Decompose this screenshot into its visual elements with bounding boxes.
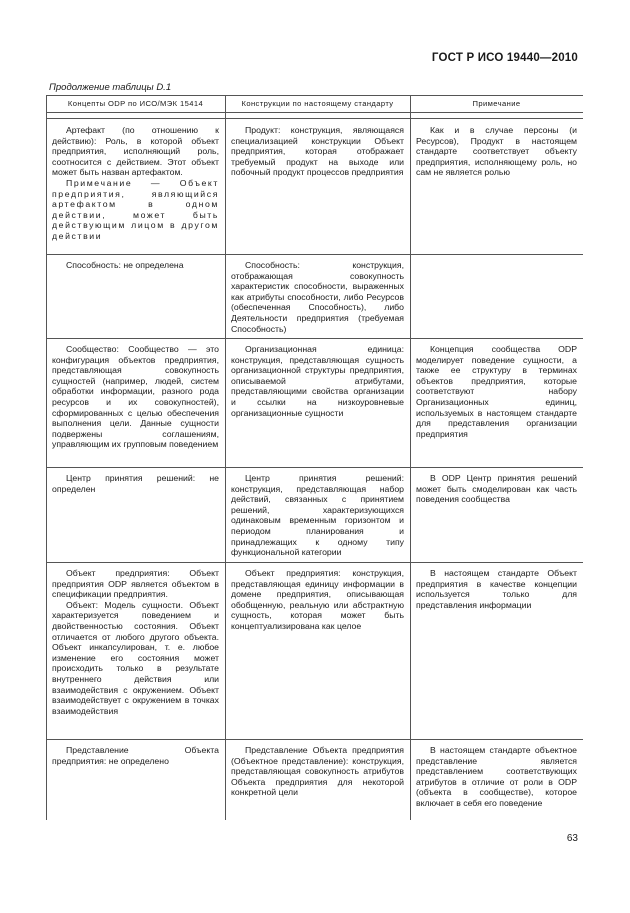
row-3-odp-text: Сообщество: Сообщество — это конфигурация объектов предприятия, представляющая совокупность сущностей (например, людей, систем обработки информации, разного рода ресурсов и их совокупностей), сформированных с целью обеспечения выполнения цели. Данные сущности подвержены соглашениям, управляющим их групповым поведением <box>52 344 219 450</box>
row-4-odp-concept <box>52 473 219 494</box>
standard-designation: ГОСТ Р ИСО 19440—2010 <box>431 52 578 64</box>
row-5-note <box>416 568 577 610</box>
row-6-note-text: В настоящем стандарте объектное представление является представлением соответствующих атрибутов в отличие от роли в ODP (объекта в сообществе), которое включает в себя его поведение <box>416 745 577 808</box>
header-top-rule <box>46 95 583 96</box>
row-6-note <box>416 745 577 809</box>
row-rule-5 <box>46 562 583 563</box>
table-border-left <box>46 95 47 820</box>
row-4-odp-text: Центр принятия решений: не определен <box>52 473 219 494</box>
table-caption: Продолжение таблицы D.1 <box>49 82 172 93</box>
row-6-odp-concept <box>52 745 219 766</box>
row-2-construct-text: Способность: конструкция, отображающая совокупность характеристик способности, выраженных как атрибуты способности, либо Ресурсов (обеспеченная Способность), либо Деятельности предприятия (требуемая Способность) <box>231 260 404 334</box>
column-divider-2 <box>410 95 411 820</box>
row-2-construct <box>231 260 404 334</box>
row-2-odp-text: Способность: не определена <box>66 260 184 270</box>
row-3-odp-concept <box>52 344 219 450</box>
row-5-construct <box>231 568 404 632</box>
row-rule-4 <box>46 467 583 468</box>
row-3-construct-text: Организационная единица: конструкция, представляющая сущность организационной структуры предприятия, описываемой атрибутами, представляющими свойства организации и ссылки на низкоуровневые организационные сущности <box>231 344 404 418</box>
row-1-odp-note: Примечание — Объект предприятия, являющийся артефактом в одном действии, может быть действующим лицом в другом действии <box>52 177 219 241</box>
header-bottom-rule <box>46 112 583 113</box>
column-header-odp-concepts: Концепты ODP по ИСО/МЭК 15414 <box>67 99 204 108</box>
row-5-note-text: В настоящем стандарте Объект предприятия в качестве концепции используется только для представления информации <box>416 568 577 610</box>
row-4-construct <box>231 473 404 558</box>
row-6-construct <box>231 745 404 798</box>
row-1-construct-text: Продукт: конструкция, являющаяся специализацией конструкции Объект предприятия, которая отображает требуемый продукт на выходе или побочный продукт процессов предприятия <box>231 125 404 178</box>
column-divider-1 <box>225 95 226 820</box>
row-5-construct-text: Объект предприятия: конструкция, представляющая единицу информации в домене предприятия, описывающая обобщенную, реальную или абстрактную сущность, которая может быть концептуализирована как целое <box>231 568 404 631</box>
column-header-notes: Примечание <box>472 99 521 108</box>
row-4-note <box>416 473 577 505</box>
row-2-odp-concept <box>52 260 219 271</box>
row-5-odp-text: Объект предприятия: Объект предприятия ODP является объектом в спецификации предприятия. <box>52 568 219 600</box>
row-6-odp-text: Представление Объекта предприятия: не определено <box>52 745 219 766</box>
row-rule-1 <box>46 118 583 119</box>
row-3-note <box>416 344 577 439</box>
row-1-odp-text: Артефакт (по отношению к действию): Роль, в которой объект предприятия, исполняющий роль, соотносится с действием. Этот объект может быть назван артефактом. <box>52 125 219 178</box>
row-rule-2 <box>46 254 583 255</box>
row-rule-3 <box>46 338 583 339</box>
row-rule-6 <box>46 739 583 740</box>
row-6-construct-text: Представление Объекта предприятия (Объектное представление): конструкция, представляющая совокупность атрибутов Объекта предприятия для некоторой конкретной цели <box>231 745 404 798</box>
row-4-construct-text: Центр принятия решений: конструкция, представляющая набор действий, связанных с принятием решений, характеризующихся одинаковым временным горизонтом и периодом планирования и принадлежащих к одному типу функциональной категории <box>231 473 404 558</box>
row-3-note-text: Концепция сообщества ODP моделирует поведение сущности, а также ее структуру в терминах объектов предприятия, которые соответствуют набору Организационных единиц, используемых в настоящем стандарте для представления организации предприятия <box>416 344 577 439</box>
row-1-construct <box>231 125 404 178</box>
row-5-odp-object-text: Объект: Модель сущности. Объект характеризуется поведением и двойственностью состояния. Объект отличается от любого другого объекта. Объект инкапсулирован, т. е. любое изменение его состояния может происходить только в результате внутреннего действия или взаимодействия с окружением. Объект взаимодействует с окружением в точках взаимодействия <box>52 599 219 716</box>
concepts-table <box>46 95 583 820</box>
row-3-construct <box>231 344 404 418</box>
row-4-note-text: В ODP Центр принятия решений может быть смоделирован как часть поведения сообщества <box>416 473 577 505</box>
row-1-odp-concept <box>52 125 219 242</box>
page-number: 63 <box>566 833 578 844</box>
row-1-note <box>416 125 577 178</box>
column-header-standard-constructs: Конструкции по настоящему стандарту <box>241 99 394 108</box>
row-1-note-text: Как и в случае персоны (и Ресурсов), Продукт в настоящем стандарте соответствует объекту предприятия, исполняющему роль, но сам не является ролью <box>416 125 577 178</box>
row-5-odp-concept <box>52 568 219 716</box>
